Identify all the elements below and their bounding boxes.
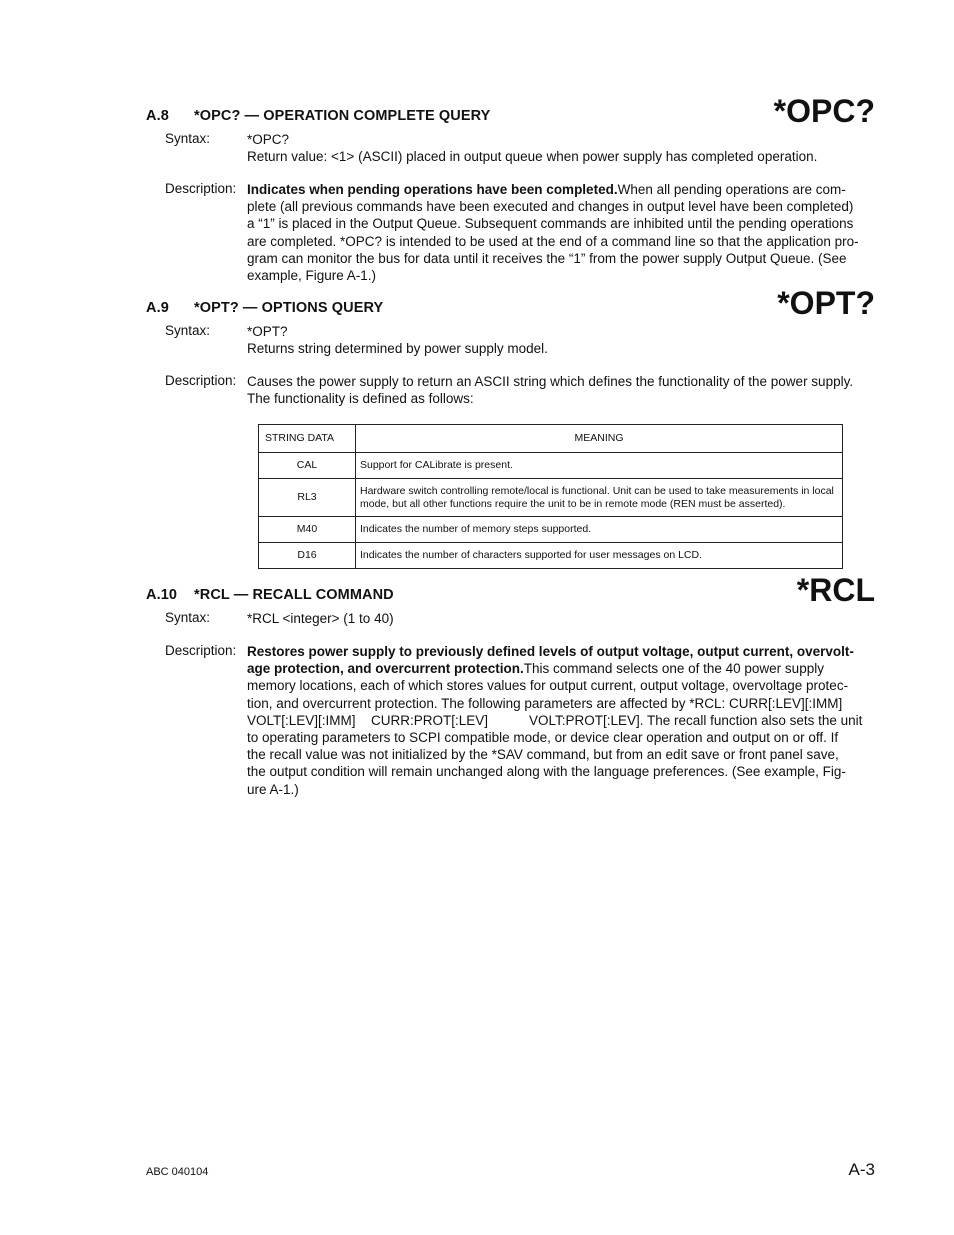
description-line: tion, and overcurrent protection. The following parameters are affected by *RCL: CURR[:LEV][:IMM] [247, 695, 843, 711]
description-bold: age protection, and overcurrent protection. [247, 661, 524, 677]
document-code: ABC 040104 [146, 1166, 209, 1178]
table-header-meaning: MEANING [356, 425, 843, 453]
description-line [247, 181, 875, 198]
table-header-string-data: STRING DATA [259, 425, 356, 453]
section-heading-a10 [146, 587, 394, 603]
description-line: gram can monitor the bus for data until it receives the “1” from the power supply Output Queue. (See [247, 250, 847, 266]
table-row [259, 543, 843, 569]
meaning-line: Indicates the number of characters supported for user messages on LCD. [360, 549, 703, 561]
param-curr-prot: CURR:PROT[:LEV] [371, 712, 489, 728]
syntax-line: Returns string determined by power supply model. [247, 341, 548, 357]
description-text [247, 373, 875, 407]
description-line: a “1” is placed in the Output Queue. Subsequent commands are inhibited until the pending operations [247, 216, 854, 232]
description-line: memory locations, each of which stores values for output current, output voltage, overvoltage protec- [247, 678, 849, 694]
section-number: A.10 [146, 587, 178, 603]
section-title: *OPC? — OPERATION COMPLETE QUERY [194, 108, 491, 124]
description-line-text: When all pending operations are com- [617, 182, 846, 197]
description-bold: Restores power supply to previously defined levels of output voltage, output current, overvolt- [247, 644, 854, 659]
table-header-row [259, 425, 843, 453]
command-big-label: *RCL [796, 572, 875, 608]
description-line: the output condition will remain unchanged along with the language preferences. (See example, Fig- [247, 764, 846, 780]
meaning-line: Support for CALibrate is present. [360, 459, 513, 471]
section-heading-a9 [146, 300, 383, 316]
meaning-line: mode, but all other functions require the unit to be in remote mode (REN must be asserted). [360, 497, 786, 510]
description-bold: Indicates when pending operations have been completed. [247, 182, 618, 197]
description-label: Description: [165, 181, 237, 196]
syntax-label: Syntax: [165, 131, 211, 146]
syntax-line: *OPT? [247, 324, 288, 339]
command-big-label: *OPT? [777, 285, 875, 321]
section-title: *OPT? — OPTIONS QUERY [194, 300, 384, 316]
table-cell-code: CAL [259, 453, 356, 479]
syntax-line: *OPC? [247, 132, 290, 147]
meaning-line: Indicates the number of memory steps supported. [360, 523, 592, 535]
description-line: are completed. *OPC? is intended to be used at the end of a command line so that the application pro- [247, 233, 859, 249]
syntax-label: Syntax: [165, 323, 211, 338]
options-table [258, 424, 843, 569]
table-cell-meaning [356, 453, 843, 479]
description-line-text: This command selects one of the 40 power supply [523, 661, 824, 677]
syntax-text [247, 610, 875, 627]
table-cell-code: D16 [259, 543, 356, 569]
table-cell-meaning [356, 543, 843, 569]
section-title: *RCL — RECALL COMMAND [194, 587, 394, 603]
description-line [247, 660, 875, 677]
description-line: the recall value was not initialized by the *SAV command, but from an edit save or front panel save, [247, 747, 839, 763]
description-line: ure A-1.) [247, 781, 299, 797]
description-line: Causes the power supply to return an ASCII string which defines the functionality of the power supply. [247, 374, 854, 389]
table-cell-code: RL3 [259, 479, 356, 517]
table-cell-meaning [356, 517, 843, 543]
table-row [259, 453, 843, 479]
command-big-label: *OPC? [773, 93, 875, 129]
syntax-line: Return value: <1> (ASCII) placed in output queue when power supply has completed operation. [247, 149, 818, 165]
description-line: plete (all previous commands have been executed and changes in output level have been completed) [247, 199, 854, 215]
table-row [259, 517, 843, 543]
param-volt: VOLT[:LEV][:IMM] [247, 712, 356, 728]
section-number: A.9 [146, 300, 169, 316]
description-text [247, 181, 875, 284]
table-row [259, 479, 843, 517]
description-line: example, Figure A-1.) [247, 268, 377, 284]
syntax-text [247, 323, 875, 357]
description-line: The functionality is defined as follows: [247, 391, 474, 407]
description-line [247, 643, 875, 660]
page-number: A-3 [848, 1160, 875, 1179]
syntax-label: Syntax: [165, 610, 211, 625]
section-number: A.8 [146, 108, 169, 124]
description-label: Description: [165, 373, 237, 388]
table-cell-meaning [356, 479, 843, 517]
description-line [247, 712, 875, 729]
syntax-text [247, 131, 875, 165]
description-label: Description: [165, 643, 237, 658]
description-line: to operating parameters to SCPI compatible mode, or device clear operation and output on or off. If [247, 730, 839, 746]
meaning-line: Hardware switch controlling remote/local is functional. Unit can be used to take measurements in local [360, 484, 834, 497]
section-heading-a8 [146, 108, 490, 124]
description-text [247, 643, 875, 798]
param-volt-prot: VOLT:PROT[:LEV]. The recall function also sets the unit [529, 712, 863, 728]
table-cell-code: M40 [259, 517, 356, 543]
syntax-line: *RCL <integer> (1 to 40) [247, 611, 394, 626]
